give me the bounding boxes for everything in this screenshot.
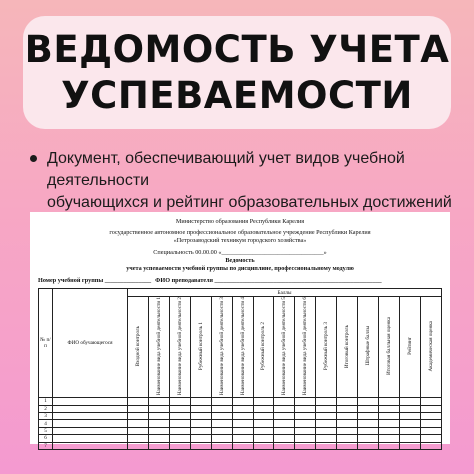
col-header-point-label: Наименование вида учебной деятельности 6	[302, 297, 309, 396]
table-cell	[379, 405, 400, 412]
row-number: 6	[39, 435, 53, 442]
row-number: 7	[39, 442, 53, 449]
table-cell	[148, 427, 169, 434]
col-header-point	[232, 297, 253, 398]
table-cell	[232, 420, 253, 427]
row-number: 5	[39, 427, 53, 434]
col-header-point-label: Входной контроль	[134, 325, 141, 367]
table-cell	[337, 398, 358, 405]
table-cell	[358, 405, 379, 412]
doc-institution-line-1: государственное автономное профессиональное образовательное учреждение Республики Карелия	[109, 229, 371, 236]
table-cell	[211, 405, 232, 412]
table-cell	[295, 398, 316, 405]
table-cell	[316, 427, 337, 434]
doc-meta-row	[38, 277, 442, 285]
table-cell	[337, 427, 358, 434]
grade-table	[38, 288, 442, 450]
table-cell	[53, 420, 128, 427]
table-cell	[399, 413, 420, 420]
table-cell	[232, 413, 253, 420]
table-row	[39, 442, 442, 449]
table-cell	[190, 398, 211, 405]
table-cell	[337, 413, 358, 420]
table-cell	[148, 420, 169, 427]
table-cell	[128, 420, 149, 427]
col-header-point	[190, 297, 211, 398]
table-cell	[253, 420, 274, 427]
table-cell	[316, 435, 337, 442]
table-cell	[232, 405, 253, 412]
col-header-point-label: Наименование вида учебной деятельности 5	[281, 297, 288, 396]
col-header-point	[295, 297, 316, 398]
table-cell	[316, 420, 337, 427]
table-cell	[232, 398, 253, 405]
table-cell	[253, 442, 274, 449]
table-cell	[420, 420, 441, 427]
table-cell	[337, 420, 358, 427]
table-cell	[253, 405, 274, 412]
table-cell	[379, 413, 400, 420]
table-cell	[420, 435, 441, 442]
table-cell	[420, 405, 441, 412]
table-cell	[337, 435, 358, 442]
table-cell	[379, 442, 400, 449]
table-cell	[253, 427, 274, 434]
row-number: 2	[39, 405, 53, 412]
table-row	[39, 420, 442, 427]
table-cell	[148, 435, 169, 442]
table-cell	[169, 413, 190, 420]
table-cell	[337, 405, 358, 412]
col-header-point-label: Академическая оценка	[427, 320, 434, 372]
row-number: 3	[39, 413, 53, 420]
doc-group-label: Номер учебной группы _______________	[38, 277, 152, 284]
table-cell	[337, 442, 358, 449]
table-cell	[295, 420, 316, 427]
table-cell	[53, 427, 128, 434]
table-cell	[169, 398, 190, 405]
col-header-point	[274, 297, 295, 398]
col-header-point	[337, 297, 358, 398]
table-cell	[169, 420, 190, 427]
table-cell	[253, 435, 274, 442]
table-cell	[128, 442, 149, 449]
table-cell	[399, 420, 420, 427]
doc-institution-line-2: «Петрозаводский техникум городского хозяйства»	[173, 237, 307, 244]
col-header-point-label: Наименование вида учебной деятельности 4	[239, 297, 246, 396]
table-cell	[358, 427, 379, 434]
title-card	[23, 16, 451, 129]
table-cell	[274, 435, 295, 442]
col-header-point-label: Рубежный контроль 1	[197, 322, 204, 371]
table-cell	[211, 435, 232, 442]
table-cell	[399, 435, 420, 442]
table-cell	[211, 442, 232, 449]
table-row	[39, 413, 442, 420]
table-cell	[420, 427, 441, 434]
description-line-1: Документ, обеспечивающий учет видов учебной деятельности	[47, 150, 405, 189]
table-cell	[253, 413, 274, 420]
table-cell	[274, 398, 295, 405]
table-cell	[211, 420, 232, 427]
col-header-points: Баллы	[128, 289, 442, 297]
col-header-point	[128, 297, 149, 398]
col-header-point-label: Рубежный контроль 2	[260, 322, 267, 371]
table-cell	[295, 405, 316, 412]
table-cell	[190, 405, 211, 412]
doc-title: Ведомость	[225, 257, 255, 264]
description-line-2: обучающихся и рейтинг образовательных достижений	[47, 194, 452, 211]
table-cell	[148, 442, 169, 449]
table-cell	[379, 420, 400, 427]
table-cell	[358, 420, 379, 427]
table-row	[39, 427, 442, 434]
table-cell	[53, 405, 128, 412]
table-cell	[379, 427, 400, 434]
col-header-point-label: Наименование вида учебной деятельности 3	[218, 297, 225, 396]
table-cell	[379, 398, 400, 405]
row-number: 4	[39, 420, 53, 427]
table-cell	[379, 435, 400, 442]
table-cell	[53, 398, 128, 405]
table-cell	[169, 405, 190, 412]
bullet-dot-icon	[30, 155, 37, 162]
table-row	[39, 435, 442, 442]
table-cell	[232, 435, 253, 442]
col-header-name: ФИО обучающегося	[53, 289, 128, 398]
table-cell	[128, 435, 149, 442]
col-header-point	[420, 297, 441, 398]
table-cell	[148, 405, 169, 412]
table-cell	[148, 413, 169, 420]
table-cell	[399, 405, 420, 412]
doc-teacher-label: ФИО преподавателя ______________________________________________________	[155, 277, 382, 284]
table-cell	[128, 413, 149, 420]
document-preview	[30, 212, 450, 449]
col-header-point	[399, 297, 420, 398]
table-cell	[190, 442, 211, 449]
col-header-point	[169, 297, 190, 398]
doc-subtitle: учета успеваемости учебной группы по дисциплине, профессиональному модулю	[126, 265, 354, 272]
col-header-point	[358, 297, 379, 398]
col-header-point-label: Итоговый контроль	[344, 324, 351, 368]
table-cell	[211, 398, 232, 405]
table-cell	[399, 398, 420, 405]
table-cell	[190, 413, 211, 420]
table-cell	[169, 427, 190, 434]
table-cell	[358, 435, 379, 442]
table-cell	[169, 435, 190, 442]
col-header-point-label: Рубежный контроль 3	[323, 322, 330, 371]
table-cell	[295, 413, 316, 420]
table-cell	[211, 413, 232, 420]
grade-table-body	[39, 398, 442, 450]
table-cell	[148, 398, 169, 405]
doc-ministry: Министерство образования Республики Карелия	[175, 218, 305, 225]
col-header-point	[253, 297, 274, 398]
table-cell	[53, 435, 128, 442]
table-cell	[274, 427, 295, 434]
table-cell	[316, 405, 337, 412]
table-cell	[53, 413, 128, 420]
table-cell	[211, 427, 232, 434]
col-header-point-label: Рейтинг	[406, 337, 413, 356]
doc-specialty: Специальность 00.00.00 «_________________________________»	[153, 249, 327, 256]
table-cell	[316, 398, 337, 405]
table-cell	[190, 420, 211, 427]
table-cell	[128, 405, 149, 412]
table-cell	[295, 442, 316, 449]
table-row	[39, 405, 442, 412]
table-cell	[295, 427, 316, 434]
table-cell	[53, 442, 128, 449]
col-header-point-label: Итоговая балльная оценка	[386, 317, 393, 376]
col-header-point-label: Наименование вида учебной деятельности 2	[176, 297, 183, 396]
table-cell	[358, 442, 379, 449]
table-cell	[274, 405, 295, 412]
table-cell	[295, 435, 316, 442]
table-cell	[358, 398, 379, 405]
table-cell	[316, 442, 337, 449]
col-header-point	[211, 297, 232, 398]
table-cell	[399, 442, 420, 449]
table-cell	[128, 398, 149, 405]
table-cell	[128, 427, 149, 434]
table-cell	[399, 427, 420, 434]
table-cell	[232, 427, 253, 434]
row-number: 1	[39, 398, 53, 405]
table-cell	[420, 413, 441, 420]
table-cell	[253, 398, 274, 405]
table-cell	[169, 442, 190, 449]
table-cell	[358, 413, 379, 420]
table-cell	[232, 442, 253, 449]
col-header-point	[379, 297, 400, 398]
col-header-point-label: Наименование вида учебной деятельности 1	[155, 297, 162, 396]
table-cell	[274, 413, 295, 420]
col-header-point	[316, 297, 337, 398]
table-cell	[420, 442, 441, 449]
table-cell	[274, 442, 295, 449]
table-cell	[190, 427, 211, 434]
table-cell	[274, 420, 295, 427]
table-cell	[316, 413, 337, 420]
title-line-1: ВЕДОМОСТЬ УЧЕТА	[24, 27, 450, 71]
table-row	[39, 398, 442, 405]
col-header-num: № п/п	[39, 289, 53, 398]
table-cell	[190, 435, 211, 442]
title-line-2: УСПЕВАЕМОСТИ	[61, 73, 413, 117]
col-header-point	[148, 297, 169, 398]
col-header-point-label: Штрафные баллы	[365, 326, 372, 366]
table-cell	[420, 398, 441, 405]
